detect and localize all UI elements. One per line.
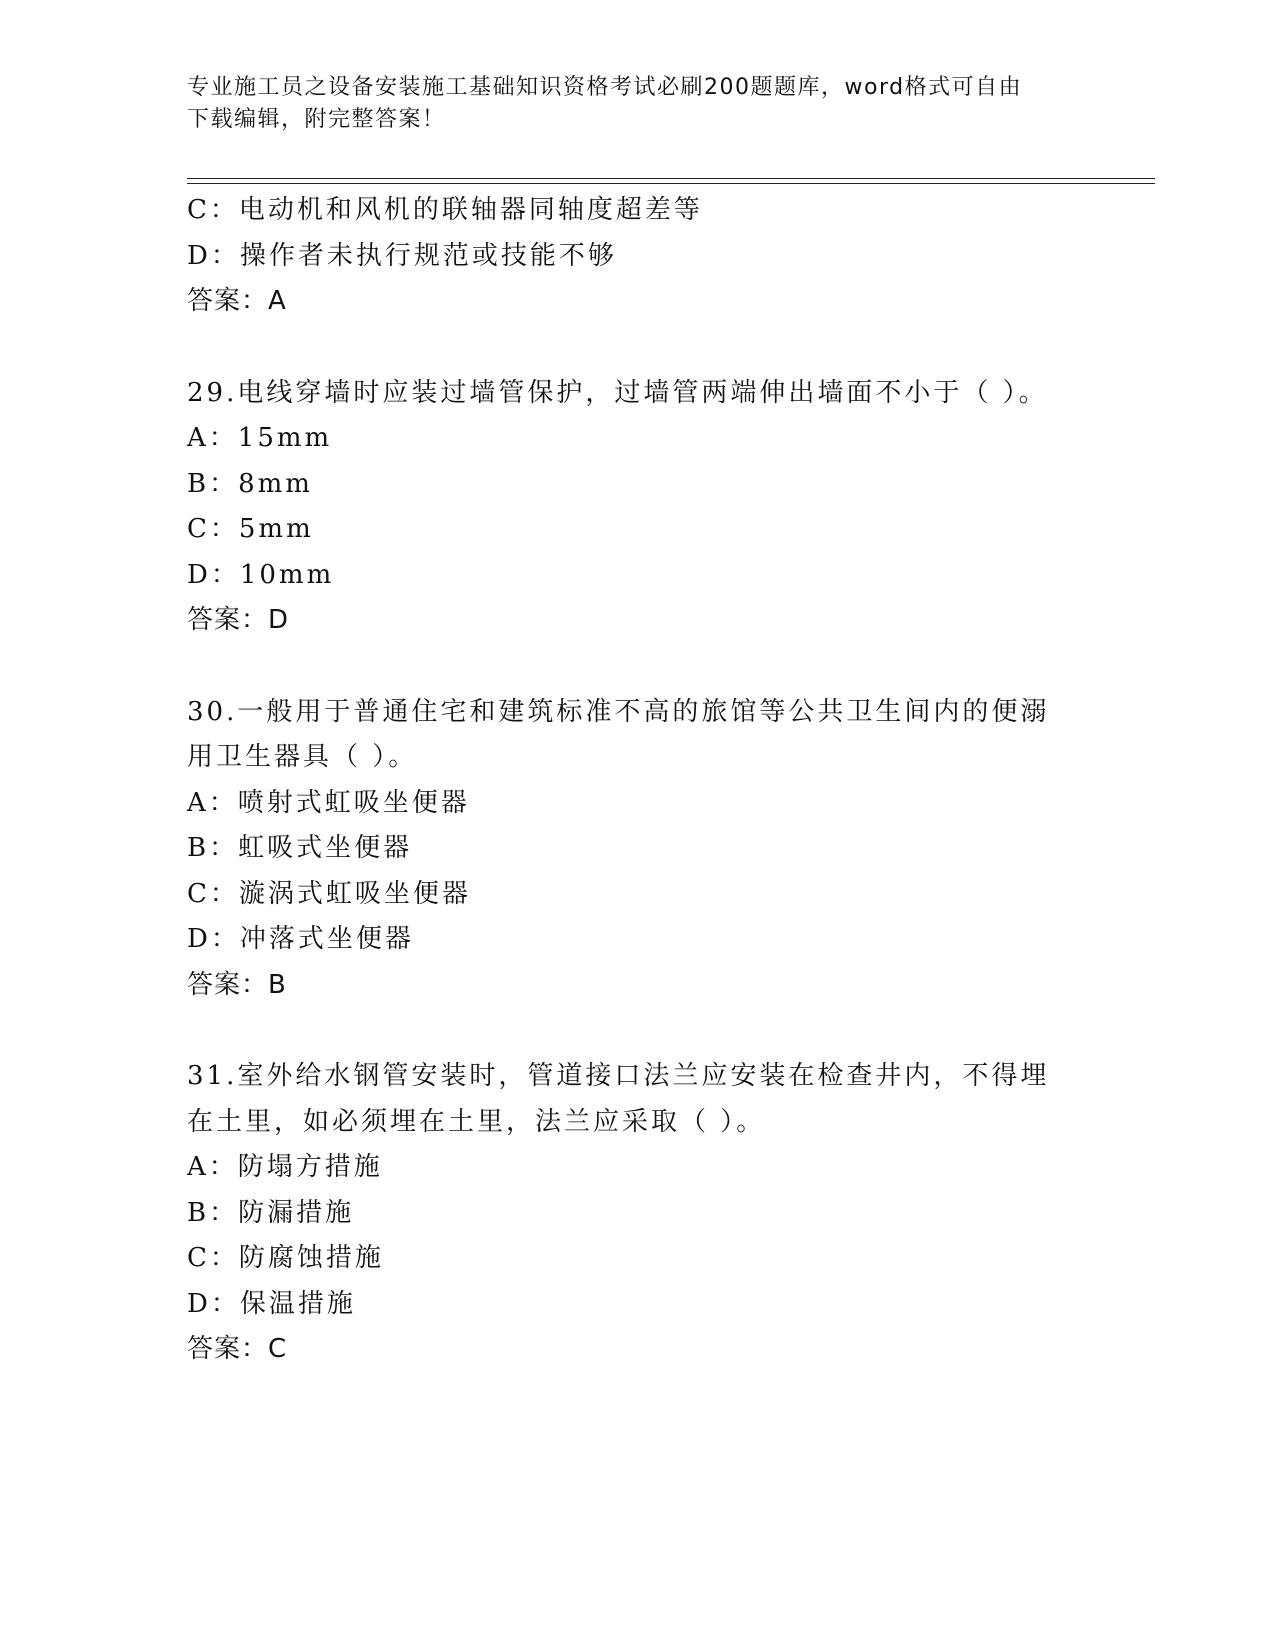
- option-a: A：15mm: [187, 423, 333, 453]
- option-d: D：10mm: [187, 559, 335, 590]
- option-d: D：操作者未执行规范或技能不够: [187, 240, 617, 271]
- question-stem: 30.一般用于普通住宅和建筑标准不高的旅馆等公共卫生间内的便溺用卫生器具（ ）。: [187, 696, 1050, 772]
- option-d: D：冲落式坐便器: [187, 924, 414, 954]
- document-header: [187, 72, 1087, 136]
- answer-line: 答案：C: [187, 1334, 288, 1364]
- answer-line: 答案：A: [187, 286, 287, 316]
- option-a: A：防塌方措施: [187, 1152, 383, 1182]
- option-b: B：防漏措施: [187, 1197, 355, 1228]
- answer-line: 答案：D: [187, 605, 290, 635]
- option-b: B：8mm: [187, 468, 313, 499]
- option-c: C：漩涡式虹吸坐便器: [187, 878, 471, 909]
- question-stem: 31.室外给水钢管安装时，管道接口法兰应安装在检查井内，不得埋在土里，如必须埋在土里，法兰应采取（ ）。: [187, 1061, 1050, 1137]
- question-31: [187, 1054, 1087, 1373]
- previous-question-tail: [187, 188, 1087, 325]
- spacer: [187, 644, 1087, 690]
- header-line-2: 下载编辑，附完整答案！: [187, 107, 446, 132]
- spacer: [187, 325, 1087, 371]
- option-a: A：喷射式虹吸坐便器: [187, 787, 470, 818]
- option-c: C：防腐蚀措施: [187, 1243, 384, 1273]
- option-c: C：电动机和风机的联轴器同轴度超差等: [187, 195, 703, 225]
- header-divider-bottom: [187, 183, 1155, 184]
- option-b: B：虹吸式坐便器: [187, 833, 413, 863]
- question-29: [187, 371, 1087, 644]
- question-30: [187, 690, 1087, 1009]
- header-divider-top: [187, 178, 1155, 179]
- header-line-1: 专业施工员之设备安装施工基础知识资格考试必刷200题题库，word格式可自由: [187, 75, 1023, 100]
- answer-line: 答案：B: [187, 969, 287, 1000]
- question-list: [187, 188, 1087, 1373]
- option-d: D：保温措施: [187, 1288, 356, 1319]
- option-c: C：5mm: [187, 514, 314, 544]
- question-stem: 29.电线穿墙时应装过墙管保护，过墙管两端伸出墙面不小于（ ）。: [187, 377, 1048, 408]
- spacer: [187, 1008, 1087, 1054]
